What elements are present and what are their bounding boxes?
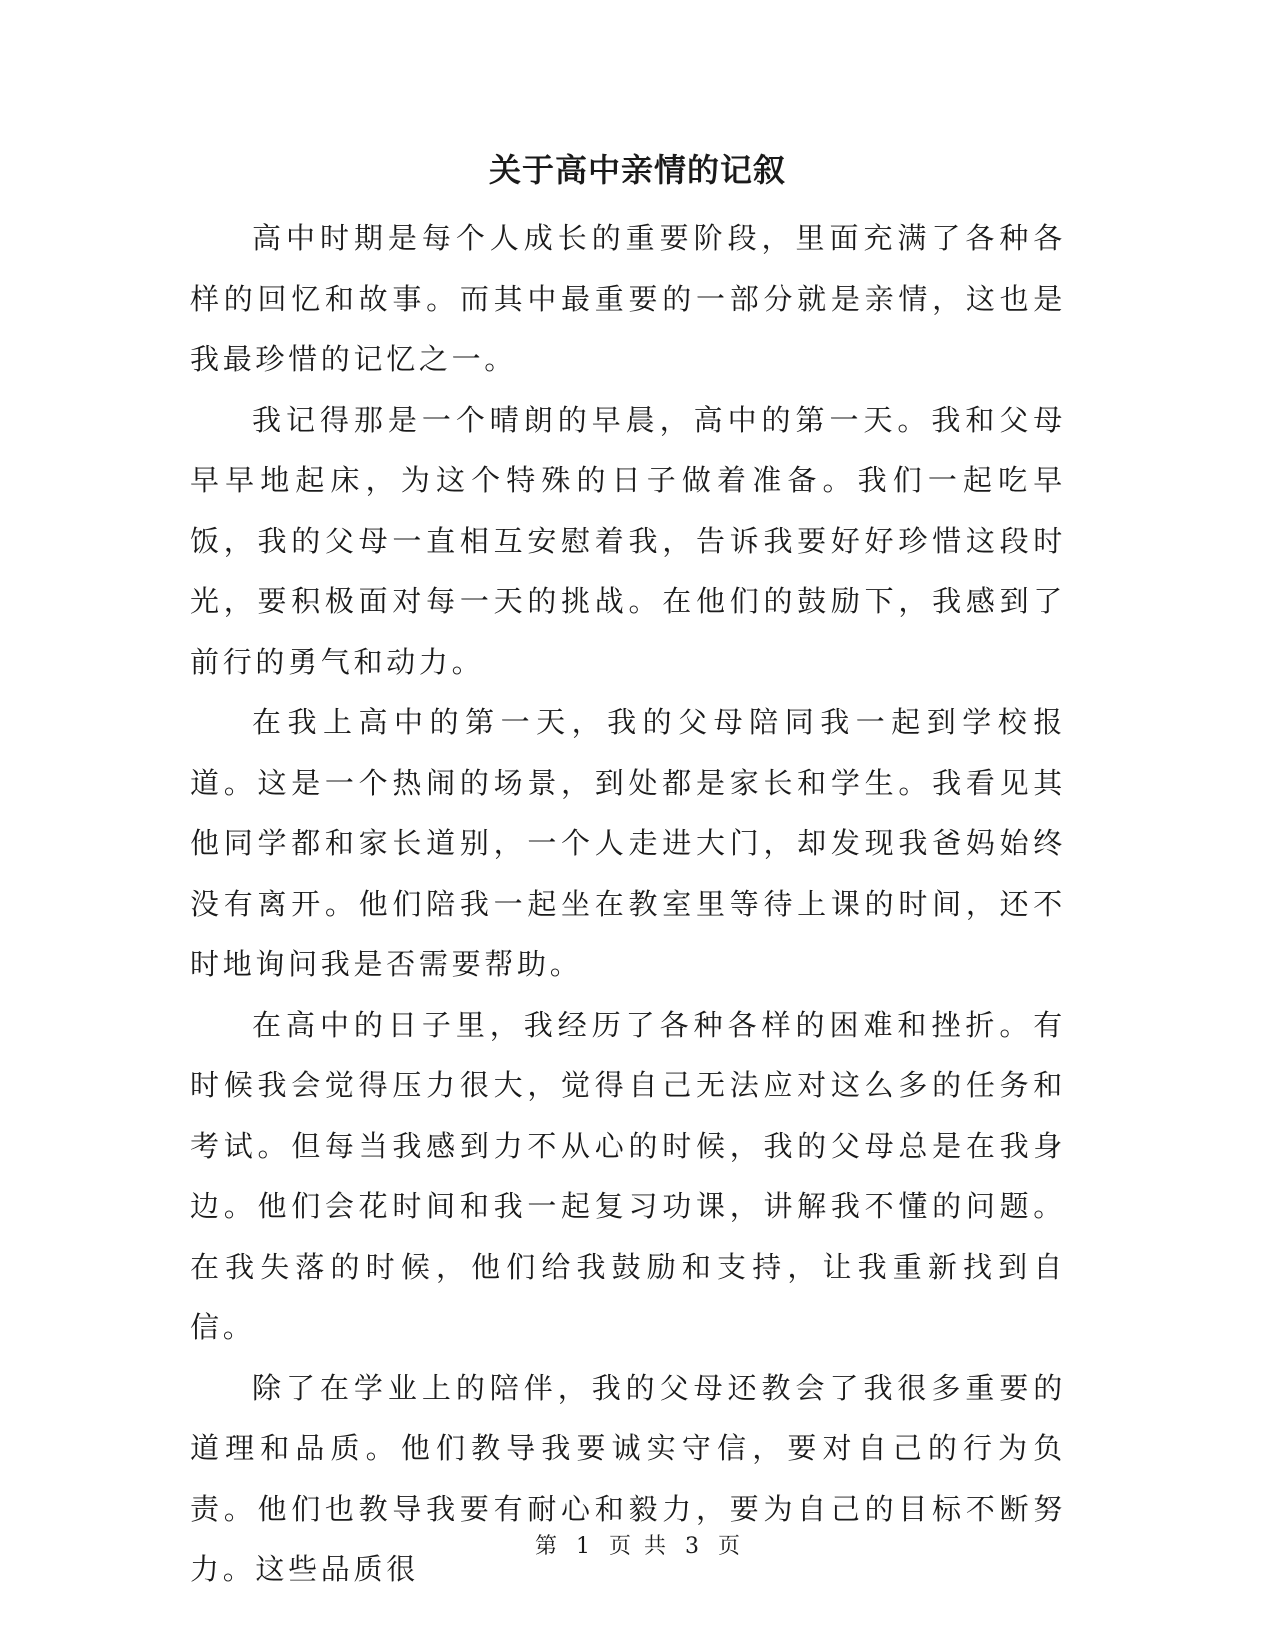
footer-middle: 页 共	[609, 1534, 666, 1559]
paragraph-4: 在高中的日子里，我经历了各种各样的困难和挫折。有时候我会觉得压力很大，觉得自己无法应对这么多的任务和考试。但每当我感到力不从心的时候，我的父母总是在我身边。他们会花时间和我一起复习功课，讲解我不懂的问题。在我失落的时候，他们给我鼓励和支持，让我重新找到自信。	[190, 1007, 1066, 1344]
document-title: 关于高中亲情的记叙	[488, 151, 786, 189]
footer-total-pages: 3	[685, 1534, 699, 1559]
paragraph-1: 高中时期是每个人成长的重要阶段，里面充满了各种各样的回忆和故事。而其中最重要的一部分就是亲情，这也是我最珍惜的记忆之一。	[190, 221, 1066, 376]
footer-suffix: 页	[718, 1534, 741, 1559]
paragraph-3: 在我上高中的第一天，我的父母陪同我一起到学校报道。这是一个热闹的场景，到处都是家长和学生。我看见其他同学都和家长道别，一个人走进大门，却发现我爸妈始终没有离开。他们陪我一起坐在教室里等待上课的时间，还不时地询问我是否需要帮助。	[190, 705, 1066, 981]
footer-prefix: 第	[534, 1534, 557, 1559]
page-footer	[0, 1532, 1275, 1562]
paragraph-2: 我记得那是一个晴朗的早晨，高中的第一天。我和父母早早地起床，为这个特殊的日子做着准备。我们一起吃早饭，我的父母一直相互安慰着我，告诉我要好好珍惜这段时光，要积极面对每一天的挑战。在他们的鼓励下，我感到了前行的勇气和动力。	[190, 402, 1066, 679]
footer-page-number: 1	[576, 1534, 590, 1559]
paragraph-5: 除了在学业上的陪伴，我的父母还教会了我很多重要的道理和品质。他们教导我要诚实守信，要对自己的行为负责。他们也教导我要有耐心和毅力，要为自己的目标不断努力。这些品质很	[190, 1370, 1066, 1586]
document-body	[190, 208, 1066, 1600]
